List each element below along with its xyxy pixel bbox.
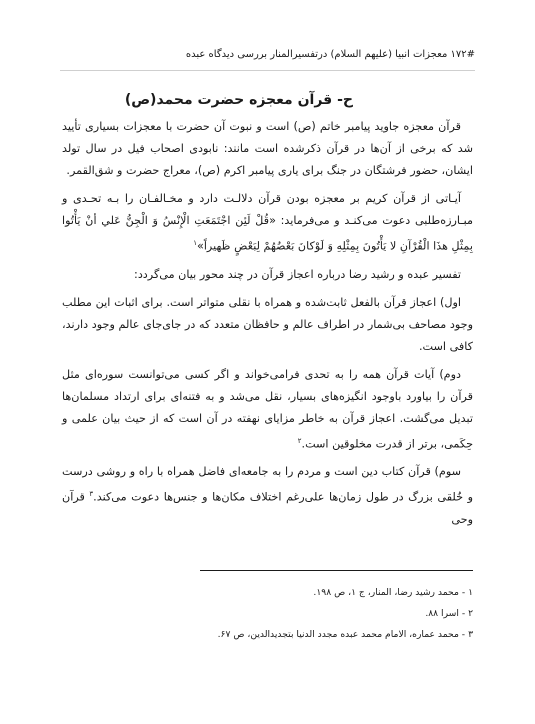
paragraph-miracles-intro: قرآن معجزه جاوید پیامبر خاتم (ص) است و نبوت آن حضرت با معجزات بسیاری تأیید شد که برخی از آن‌ها در قرآن ذکرشده است مانند: نابودی اصحاب فیل در سال تولد ایشان، حضور فرشتگان در جنگ برای یاری پیامبر اکرم (ص)، معراج حضرت و شق‌القمر. xyxy=(62,120,473,177)
paragraph-first-point: اول) اعجاز قرآن بالفعل ثابت‌شده و همراه با نقلی متواتر است. برای اثبات این مطلب وجود مصاحف بی‌شمار در اطراف عالم و حافظان متعدد که در جای‌جای عالم وجود دارند، کافی است. xyxy=(62,295,473,353)
second-point-text: دوم) آیات قرآن همه را به تحدی فرامی‌خواند و اگر کسی می‌توانست سوره‌ای مثل قرآن را بیاورد باوجود انگیزه‌های بسیار، نقل می‌شد و به فتنه‌ای برای ارتداد مسلمان‌ها تبدیل می‌گشت. اعجاز قرآن به خاطر مزایای نهفته در آن است که از حیث بیان علمی و حِکَمی، برتر از قدرت مخلوقین است. xyxy=(62,367,473,451)
footnote-ref-1: ۱ xyxy=(193,239,197,247)
quran-verse-quote: قُلْ لَئِن اجْتَمَعَتِ الْإِنْسُ وَ الْجِنُّ عَلي‌ أنْ يَأْتُوا بِمِثْلِ هذَا الْقُرْآنِ لا يَأْتُونَ بِمِثْلِهِ وَ لَوْكانَ بَعْضُهُمْ لِبَعْضٍ ظَهيراً xyxy=(62,214,473,253)
verse-close-mark: » xyxy=(196,239,204,253)
page-body xyxy=(62,92,473,537)
third-point-text: سوم) قرآن کتاب دین است و مردم را به جامعه‌ای فاضل همراه با راه و روشی درست و خُلقی بزرگ در طول زمان‌ها علی‌رغم اختلاف مکان‌ها و جنس‌ها دعوت می‌کند. xyxy=(62,465,473,505)
paragraph-tafsir-axes: تفسیر عبده و رشید رضا درباره اعجاز قرآن در چند محور بیان می‌گردد: xyxy=(134,267,461,281)
footnote-ref-3: ۳ xyxy=(89,490,94,499)
footnote-divider xyxy=(200,570,473,571)
footnote-2: ۲ - اسرا ۸۸. xyxy=(425,608,473,619)
paragraph-third-point xyxy=(62,461,473,531)
footnote-3: ۳ - محمد عماره، الامام محمد عبده مجدد الدنیا بتجدیدالدین، ص ۶۷. xyxy=(217,629,473,640)
running-header: ۱۷۲# معجزات انبیا (علیهم السلام) درتفسیرالمنار بررسی دیدگاه عبده xyxy=(185,49,475,60)
footnote-ref-2: ۲ xyxy=(297,436,302,445)
footnote-1: ۱ - محمد رشید رضا، المنار، ج ۱، ص ۱۹۸. xyxy=(313,587,473,598)
paragraph-second-point xyxy=(62,364,473,456)
footnotes-list xyxy=(143,582,473,645)
third-point-tail: قرآن وحی xyxy=(62,491,473,527)
section-title: ح- قرآن معجزه حضرت محمد(ص) xyxy=(124,92,353,108)
paragraph-challenge-verse xyxy=(62,188,473,258)
header-divider xyxy=(60,70,475,71)
verse-intro-text: آیـاتی از قرآن کریم بر معجزه بودن قرآن دلالـت دارد و مخـالفـان را بـه تحـدی و مبـارزه‌طلبی دعوت می‌کنـد و می‌فرماید: « xyxy=(62,192,473,227)
